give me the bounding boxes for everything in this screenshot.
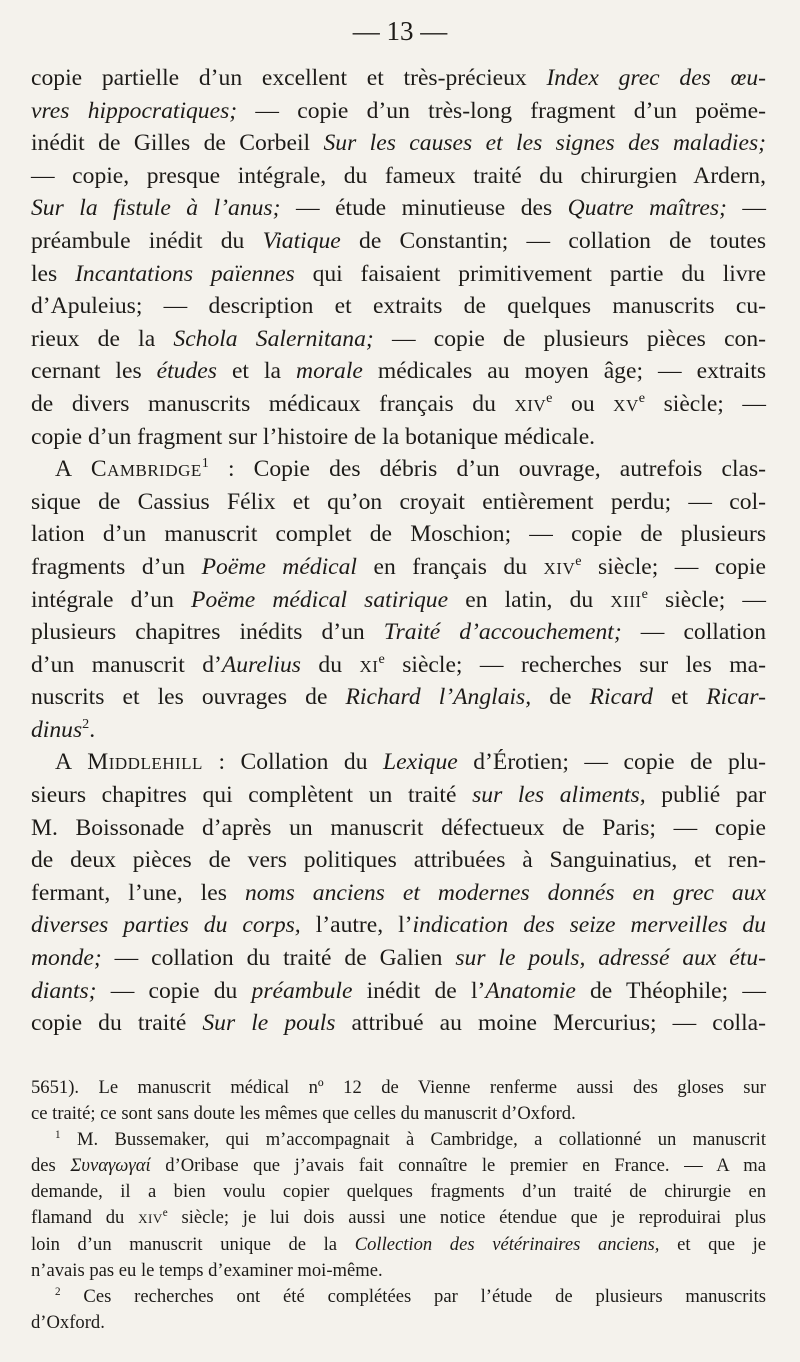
footnote-line: n’avais pas eu le temps d’examiner moi-même. [31, 1259, 383, 1281]
text-line: — copie, presque intégrale, du fameux traité du chirurgien Ardern, [31, 162, 766, 189]
text-line: diverses parties du corps, l’autre, l’indication des seize merveilles du [31, 912, 766, 939]
footnote-line: loin d’un manuscrit unique de la Collection des vétérinaires anciens, et que je [31, 1233, 767, 1255]
text-line: de deux pièces de vers politiques attribuées à Sanguinatius, et ren- [31, 847, 766, 874]
main-text [31, 62, 766, 1040]
text-line: copie partielle d’un excellent et très-précieux Index grec des œu- [31, 65, 766, 91]
text-line: copie d’un fragment sur l’histoire de la botanique médicale. [31, 423, 596, 450]
footnote-2: $^2$ Ces recherches ont été complétées par l’étude de plusieurs manuscrits [55, 1285, 766, 1307]
footnote-line: flamand du xiv$^e$ siècle; je lui dois aussi une notice étendue que je reproduirai plus [31, 1207, 767, 1229]
text-line: M. Boissonade d’après un manuscrit défectueux de Paris; — copie [31, 814, 766, 841]
footnote-line: 5651). Le manuscrit médical nº 12 de Vienne renferme aussi des gloses sur [31, 1077, 766, 1098]
text-line: intégrale d’un Poëme médical satirique en latin, du xiii$^e$ siècle; — [31, 585, 766, 613]
text-line: nuscrits et les ouvrages de Richard l’Anglais, de Ricard et Ricar- [31, 684, 766, 711]
text-line: d’Apuleius; — description et extraits de quelques manuscrits cu- [31, 293, 766, 320]
text-line: plusieurs chapitres inédits d’un Traité d’accouchement; — collation [31, 619, 766, 646]
footnote-line: d’Oxford. [31, 1311, 105, 1333]
footnote-ref: 2 [82, 716, 90, 733]
text-line: de divers manuscrits médicaux français du xiv$^e$ ou $xv^e$ siècle; — [31, 390, 767, 417]
text-line: préambule inédit du Viatique de Constantin; — collation de toutes [31, 227, 766, 254]
text-line: Sur la fistule à l’anus; — étude minutieuse des Quatre maîtres; — [31, 195, 767, 222]
text-line: diants; — copie du préambule inédit de l’Anatomie de Théophile; — [31, 977, 766, 1004]
text-line: inédit de Gilles de Corbeil Sur les causes et les signes des maladies; [31, 130, 766, 157]
paragraph-cambridge: A Cambridge$^1$ : Copie des débris d’un ouvrage, autrefois clas- [55, 455, 767, 483]
text-line: sique de Cassius Félix et qu’on croyait entièrement perdu; — col- [31, 488, 766, 515]
paragraph-middlehill: A Middlehill : Collation du Lexique d’Érotien; — copie de plu- [55, 749, 766, 776]
text-line: cernant les études et la morale médicales au moyen âge; — extraits [31, 358, 767, 385]
text-line: fragments d’un Poëme médical en français du xiv$^e$ siècle; — copie [31, 553, 766, 580]
footnote-1: $^1$ M. Bussemaker, qui m’accompagnait à Cambridge, a collationné un manuscrit [55, 1129, 766, 1151]
page-number: — 13 — [352, 16, 448, 46]
footnote-line: des Συναγωγαί d’Oribase que j’avais fait connaître le premier en France. — A ma [31, 1155, 766, 1177]
text-line: copie du traité Sur le pouls attribué au moine Mercurius; — colla- [31, 1010, 767, 1037]
footnote-line: ce traité; ce sont sans doute les mêmes que celles du manuscrit d’Oxford. [31, 1103, 576, 1125]
footnote-line: demande, il a bien voulu copier quelques fragments d’un traité de chirurgie en [31, 1181, 766, 1203]
text-line: monde; — collation du traité de Galien sur le pouls, adressé aux étu- [31, 945, 766, 972]
text-line: les Incantations païennes qui faisaient primitivement partie du livre [31, 260, 766, 287]
text-line: lation d’un manuscrit complet de Moschion; — copie de plusieurs [31, 521, 766, 548]
text-line: vres hippocratiques; — copie d’un très-long fragment d’un poëme- [31, 97, 766, 124]
footnotes [31, 1075, 766, 1336]
text-line: d’un manuscrit d’Aurelius du $xi^e$ siècle; — recherches sur les ma- [31, 650, 766, 678]
text-line: rieux de la Schola Salernitana; — copie de plusieurs pièces con- [31, 325, 766, 352]
text-line: fermant, l’une, les noms anciens et modernes donnés en grec aux [31, 879, 766, 906]
footnote-ref: 1 [201, 455, 209, 472]
text-line: dinus$^2$. [31, 716, 96, 743]
text-line: sieurs chapitres qui complètent un traité sur les aliments, publié par [31, 782, 766, 809]
